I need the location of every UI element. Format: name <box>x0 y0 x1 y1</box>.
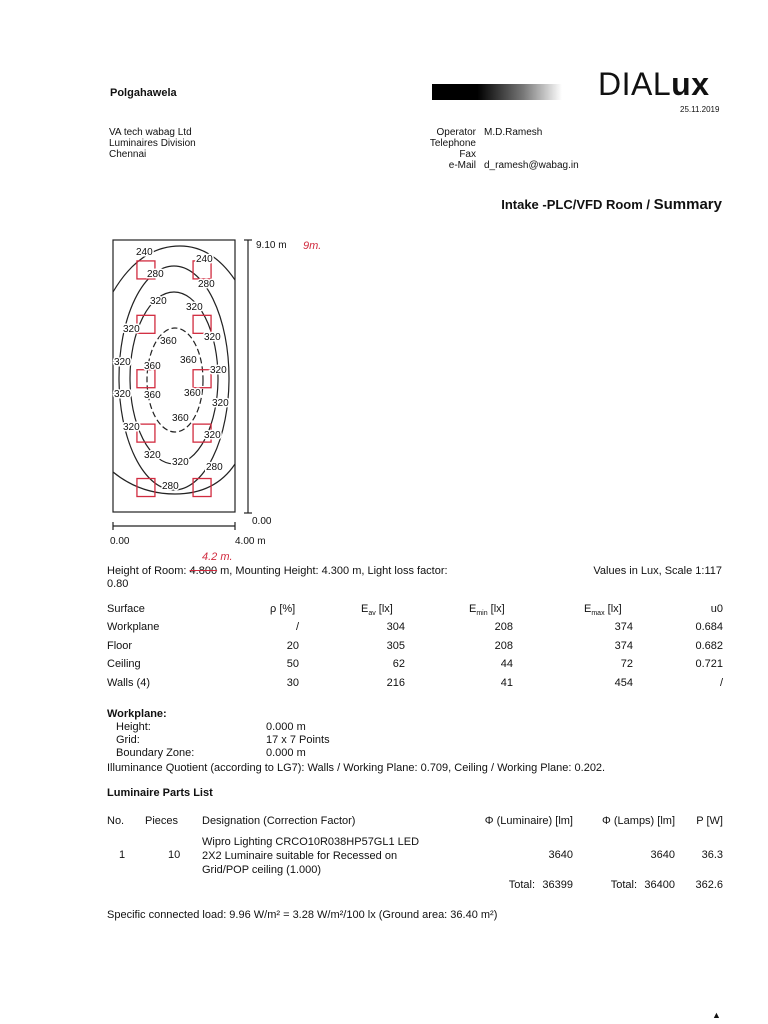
isoline-label: 360 <box>160 336 177 347</box>
title-room: Intake -PLC/VFD Room / <box>501 197 654 212</box>
illuminance-quotient: Illuminance Quotient (according to LG7): Walls / Working Plane: 0.709, Ceiling / Working Plane: 0.202. <box>107 762 606 774</box>
isolux-plan <box>100 232 340 552</box>
specific-connected-load: Specific connected load: 9.96 W/m² = 3.28 W/m²/100 lx (Ground area: 36.40 m²) <box>107 909 498 921</box>
surfaces-body <box>107 621 723 695</box>
isoline-label: 360 <box>172 413 189 424</box>
eav-header <box>361 603 393 617</box>
luminaire-marker <box>137 370 155 388</box>
isoline-label: 360 <box>144 361 161 372</box>
emin-header-unit: [lx] <box>487 603 505 615</box>
room-height-suffix: m, Mounting Height: 4.300 m, Light loss factor: <box>217 565 448 577</box>
telephone-value <box>484 138 579 149</box>
emax-header-e: E <box>584 603 592 615</box>
designation-line: Grid/POP ceiling (1.000) <box>202 864 322 876</box>
project-name: Polgahawela <box>110 87 177 99</box>
surface-cell: / <box>719 676 723 689</box>
parts-pieces-header: Pieces <box>145 815 179 827</box>
surface-cell: 374 <box>614 639 633 652</box>
operator-value: M.D.Ramesh <box>484 127 543 138</box>
eav-header-sub: av <box>368 610 376 618</box>
company-line: VA tech wabag Ltd <box>109 127 192 138</box>
total-label-lum: Total: <box>508 879 535 891</box>
parts-table <box>107 815 723 915</box>
isoline-label: 240 <box>136 247 153 258</box>
emax-header-sub: max <box>591 610 605 618</box>
surface-cell: 44 <box>500 658 513 670</box>
surface-cell: 208 <box>494 621 513 633</box>
surface-cell: 0.684 <box>695 621 723 633</box>
isoline-label: 240 <box>196 254 213 265</box>
isoline-label: 360 <box>144 390 161 401</box>
isoline-label: 320 <box>150 296 167 307</box>
surface-header: Surface <box>107 603 145 615</box>
isoline-label: 320 <box>114 357 131 368</box>
surface-cell: / <box>295 621 299 633</box>
parts-row-designation <box>202 835 419 877</box>
page-title <box>501 196 722 214</box>
contact-values <box>484 127 579 171</box>
u0-header: u0 <box>710 603 723 615</box>
isoline-label: 320 <box>114 389 131 400</box>
telephone-label: Telephone <box>429 138 476 149</box>
isoline-label: 280 <box>198 279 215 290</box>
total-power: 362.6 <box>695 879 723 891</box>
surface-row <box>107 621 723 640</box>
dim-depth-label: 9.10 m <box>256 240 287 251</box>
logo-bold-text: ux <box>671 66 710 102</box>
parts-power-header: P [W] <box>696 815 723 827</box>
isoline-240 <box>113 246 235 292</box>
total-lum-flux: 36399 <box>542 879 573 891</box>
emax-header <box>584 603 622 617</box>
email-label: e-Mail <box>448 160 476 171</box>
dim-zero-left: 0.00 <box>110 536 130 547</box>
room-height-prefix: Height of Room: <box>107 565 190 577</box>
surface-cell: 72 <box>620 658 633 670</box>
isoline-label: 320 <box>212 398 229 409</box>
fax-value <box>484 149 579 160</box>
report-date: 25.11.2019 <box>680 105 720 114</box>
workplane-height-value: 0.000 m <box>266 721 306 733</box>
parts-lum-flux-header: Φ (Luminaire) [lm] <box>484 815 573 827</box>
isoline-label: 280 <box>206 462 223 473</box>
surface-cell: 20 <box>286 639 299 652</box>
workplane-values <box>266 721 330 760</box>
surface-cell: Floor <box>107 639 133 652</box>
surface-cell: 374 <box>614 621 633 633</box>
surface-cell: 216 <box>386 676 405 689</box>
surface-cell: Workplane <box>107 621 160 633</box>
workplane-title: Workplane: <box>107 708 167 720</box>
title-summary: Summary <box>653 196 722 213</box>
dim-zero-right: 0.00 <box>252 516 272 527</box>
page-marker-icon: ▲ <box>712 1010 721 1020</box>
isoline-label: 280 <box>162 481 179 492</box>
fax-label: Fax <box>459 149 476 160</box>
emin-header-sub: min <box>476 610 488 618</box>
isoline-label: 320 <box>172 457 189 468</box>
designation-line: 2X2 Luminaire suitable for Recessed on <box>202 850 398 862</box>
surface-cell: 305 <box>386 639 405 652</box>
isoline-label: 320 <box>204 430 221 441</box>
surfaces-table <box>107 603 723 695</box>
isoline-label: 320 <box>123 422 140 433</box>
surface-cell: 0.682 <box>695 639 723 652</box>
company-line: Chennai <box>109 149 147 160</box>
handwritten-room-note: 4.2 m. <box>202 551 233 563</box>
isoline-label: 320 <box>210 365 227 376</box>
total-lamp-flux: 36400 <box>644 879 675 891</box>
surface-cell: 62 <box>392 658 405 670</box>
parts-list-title: Luminaire Parts List <box>107 787 213 799</box>
eav-header-e: E <box>361 603 369 615</box>
surface-cell: 30 <box>286 676 299 689</box>
workplane-height-label: Height: <box>116 721 151 733</box>
light-loss-value: 0.80 <box>107 578 129 590</box>
parts-row-power: 36.3 <box>701 849 723 861</box>
designation-line: Wipro Lighting CRCO10R038HP57GL1 LED <box>202 836 420 848</box>
email-value: d_ramesh@wabag.in <box>484 160 579 171</box>
handwritten-height-note: 9m. <box>303 240 322 252</box>
operator-label: Operator <box>436 127 476 138</box>
scale-label: Values in Lux, Scale 1:117 <box>593 565 722 577</box>
contact-labels <box>400 127 476 171</box>
surface-cell: 41 <box>500 676 513 689</box>
logo-light-text: DIAL <box>598 66 672 102</box>
surface-row <box>107 640 723 659</box>
company-block <box>109 127 196 160</box>
workplane-grid-value: 17 x 7 Points <box>266 734 330 746</box>
isoline-label: 280 <box>147 269 164 280</box>
header-gradient-bar <box>432 84 562 100</box>
emin-header <box>469 603 505 617</box>
isoline-label: 360 <box>184 388 201 399</box>
isoline-label: 320 <box>144 450 161 461</box>
isoline-label: 360 <box>180 355 197 366</box>
emax-header-unit: [lx] <box>604 603 622 615</box>
parts-row-pieces: 10 <box>168 849 181 861</box>
workplane-boundary-value: 0.000 m <box>266 747 306 759</box>
workplane-boundary-label: Boundary Zone: <box>116 747 195 759</box>
surface-cell: Ceiling <box>107 658 141 670</box>
parts-no-header: No. <box>107 815 125 827</box>
total-label-lamps: Total: <box>610 879 637 891</box>
room-height-value: 4.800 <box>189 565 218 577</box>
surface-cell: 454 <box>614 676 633 689</box>
parts-lamp-flux-header: Φ (Lamps) [lm] <box>602 815 675 827</box>
isoline-label: 320 <box>123 324 140 335</box>
luminaire-marker <box>193 370 211 388</box>
rho-header: ρ [%] <box>270 603 296 615</box>
surface-cell: 208 <box>494 639 513 652</box>
surface-cell: 304 <box>386 621 405 633</box>
parts-row-lum-flux: 3640 <box>548 849 573 861</box>
surface-cell: 0.721 <box>695 658 723 670</box>
surface-cell: Walls (4) <box>107 676 150 689</box>
company-line: Luminaires Division <box>109 138 196 149</box>
dim-width-label: 4.00 m <box>235 536 266 547</box>
parts-designation-header: Designation (Correction Factor) <box>202 815 356 827</box>
parts-row-lamp-flux: 3640 <box>650 849 675 861</box>
eav-header-unit: [lx] <box>375 603 393 615</box>
workplane-labels <box>116 721 194 760</box>
isoline-label: 320 <box>186 302 203 313</box>
isoline-label: 320 <box>204 332 221 343</box>
workplane-grid-label: Grid: <box>116 734 140 746</box>
surface-row <box>107 677 723 696</box>
dialux-logo <box>598 66 709 103</box>
room-height-line <box>107 565 448 577</box>
parts-row-no: 1 <box>119 849 126 861</box>
surface-cell: 50 <box>286 658 299 670</box>
emin-header-e: E <box>469 603 477 615</box>
surfaces-header-row <box>107 603 723 621</box>
surface-row <box>107 658 723 677</box>
